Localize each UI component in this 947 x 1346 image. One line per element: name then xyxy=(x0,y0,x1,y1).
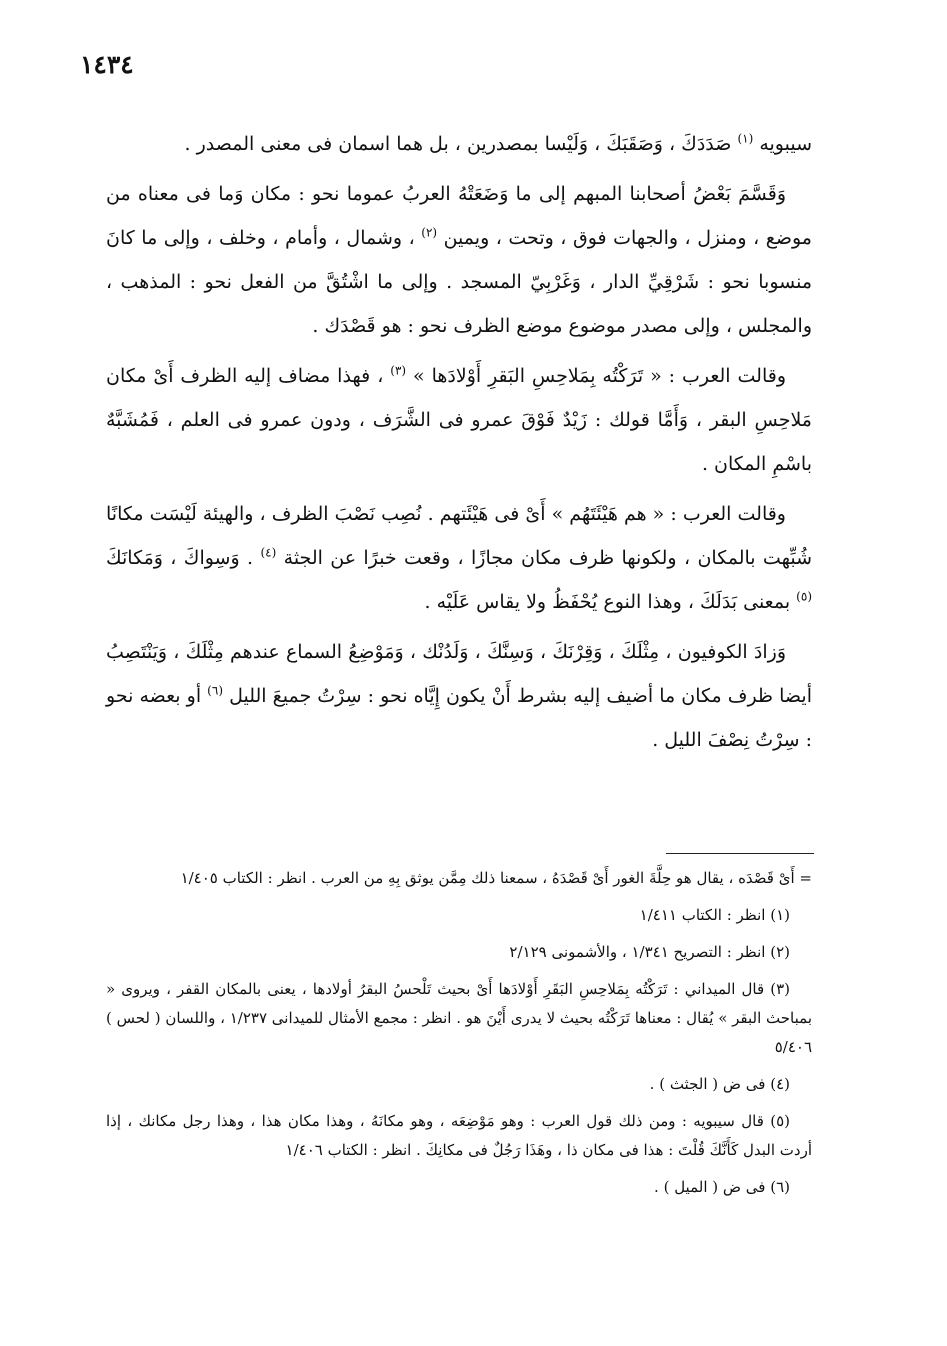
paragraph-text: . وَسِواكَ ، وَمَكانَكَ xyxy=(106,547,254,569)
footnote-5: (٥) قال سيبويه : ومن ذلك قول العرب : وهو مَوْضِعَه ، وهو مكانَهُ ، وهذا مكان هذا ، وهذا رجل مكانك ، إذا أردت البدل كَأَنَّكَ قُلْتَ : هذا فى مكان ذا ، وهَذَا رَجُلٌ فى مكانِكَ . انظر : الكتاب ١/٤٠٦ xyxy=(106,1112,812,1159)
paragraph-text: ، وشمال ، وأمام ، وخلف ، وإلى ما كانَ منسوبا نحو : شَرْقِيِّ الدار ، وَغَرْبِيّ المسجد . وإلى ما اشْتُقَّ من الفعل نحو : المذهب ، والمجلس ، وإلى مصدر موضوع موضع الظرف نحو : هو قَصْدَك . xyxy=(106,227,812,337)
footnote-ref-2: (٢) xyxy=(421,225,438,240)
paragraph-text: وقالت العرب : « هم هَيْئَتَهُم » أَىْ فى هَيْئَتهم . نُصِب نَصْبَ الظرف ، والهيئة لَيْسَت مكانًا شُبِّهت بالمكان ، ولكونها ظرف مكان مجازًا ، وقعت خبرًا عن الجثة xyxy=(106,503,812,569)
main-text xyxy=(106,122,812,768)
footnote-separator xyxy=(666,853,814,854)
footnote-1: (١) انظر : الكتاب ١/٤١١ xyxy=(639,906,790,924)
footnotes xyxy=(106,864,812,1210)
footnote-ref-6: (٦) xyxy=(207,683,223,698)
paragraph-text: ، فهذا مضاف إليه الظرف أَىْ مكان مَلاحِسِ البقر ، وَأَمَّا قولك : زَيْدٌ فَوْقَ عمرو فى الشَّرَف ، ودون عمرو فى العلم ، فَمُشَبَّهٌ باسْمِ المكان . xyxy=(106,365,812,475)
footnote-2: (٢) انظر : التصريح ١/٣٤١ ، والأشمونى ٢/١٢٩ xyxy=(509,943,790,961)
paragraph-4 xyxy=(106,492,812,624)
paragraph-text: سيبويه xyxy=(759,133,812,155)
footnote-ref-1: (١) xyxy=(737,131,754,146)
paragraph-3 xyxy=(106,354,812,486)
paragraph-5 xyxy=(106,630,812,762)
page-number: ١٤٣٤ xyxy=(80,50,134,79)
paragraph-text: صَدَدَكَ ، وَصَقَبَكَ ، وَلَيْسا بمصدرين ، بل هما اسمان فى معنى المصدر . xyxy=(184,133,732,155)
paragraph-text: بمعنى بَدَلَكَ ، وهذا النوع يُحْفَظُ ولا يقاس عَلَيْه . xyxy=(424,591,791,613)
paragraph-text: وقالت العرب : « تَرَكْتُه بِمَلاحِسِ البَقرِ أَوْلادَها » xyxy=(413,365,786,387)
footnote-6: (٦) فى ض ( الميل ) . xyxy=(654,1178,790,1196)
footnote-ref-5: (٥) xyxy=(796,589,812,604)
footnote-3: (٣) قال الميداني : تَرَكْتُه بِمَلاحِسِ البَقَرِ أَوْلادَها أَىْ بحيث تَلْحسُ البقرُ أولادها ، يعنى بالمكان القفر ، ويروى « بمباحث البقر » يُقال : معناها تَرَكْتُه بحيث لا يدرى أَيْنَ هو . انظر : مجمع الأمثال للميدانى ١/٢٣٧ ، واللسان ( لحس ) ٥/٤٠٦ xyxy=(106,980,812,1056)
paragraph-2 xyxy=(106,172,812,348)
footnote-continuation: = أَىْ قَصْدَه ، يقال هو حِلَّةَ الغور أَىْ قَصْدَهُ ، سمعنا ذلك مِمَّن يوثق بِهِ من العرب . انظر : الكتاب ١/٤٠٥ xyxy=(180,869,812,887)
paragraph-text: وَقَسَّمَ بَعْضُ أصحابنا المبهم إلى ما وَضَعَتْهُ العربُ عموما نحو : مكان وَما فى معناه من موضع ، ومنزل ، والجهات فوق ، وتحت ، ويمين xyxy=(106,183,812,249)
paragraph-1 xyxy=(106,122,812,166)
footnote-ref-3: (٣) xyxy=(390,363,407,378)
footnote-ref-4: (٤) xyxy=(260,545,277,560)
footnote-4: (٤) فى ض ( الجثث ) . xyxy=(649,1075,790,1093)
paragraph-text: أو بعضه نحو : سِرْتُ نِصْفَ الليل . xyxy=(106,685,812,751)
paragraph-text: وَزادَ الكوفيون ، مِثْلَكَ ، وَقِرْنَكَ ، وَسِنَّكَ ، وَلَدُنْك ، وَمَوْضِعُ السماع عندهم مِثْلَكَ ، وَيَنْتَصِبُ أيضا ظرف مكان ما أضيف إليه بشرط أَنْ يكون إِيَّاه نحو : سِرْتُ جميعَ الليل xyxy=(106,641,812,707)
